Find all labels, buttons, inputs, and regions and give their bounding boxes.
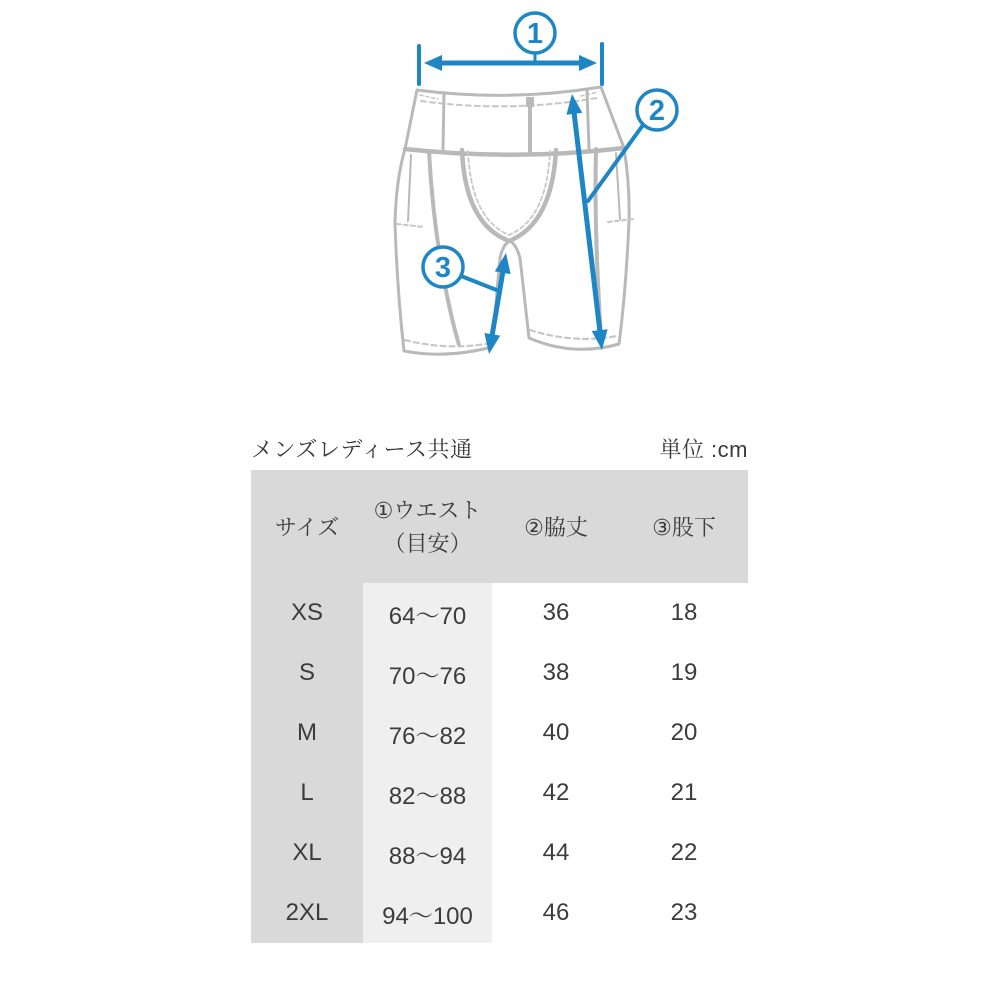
- header-inseam: ③股下: [620, 470, 748, 583]
- row-xs-size: XS: [251, 583, 363, 643]
- callout-number-2: 2: [648, 95, 666, 127]
- row-xs-waist: 64〜70: [363, 583, 492, 643]
- row-xl-size: XL: [251, 823, 363, 883]
- row-xs-inseam: 18: [670, 599, 698, 626]
- callout-number-1: 1: [526, 18, 544, 50]
- row-s-inseam: 19: [670, 659, 698, 686]
- row-l-side: 42: [542, 779, 570, 806]
- arrowhead-up-icon: [495, 253, 511, 274]
- row-s-waist: 70〜76: [363, 643, 492, 703]
- row-m-waist: 76〜82: [363, 703, 492, 763]
- row-m-inseam: 20: [670, 719, 698, 746]
- header-size: サイズ: [251, 470, 363, 583]
- row-xl-waist: 88〜94: [363, 823, 492, 883]
- arrowhead-down-icon: [484, 333, 500, 354]
- arrowhead-right-icon: [579, 55, 597, 71]
- row-l-size: L: [251, 763, 363, 823]
- audience-note: メンズレディース共通: [251, 437, 473, 462]
- callout-3-inseam: [423, 247, 511, 354]
- row-l-waist: 82〜88: [363, 763, 492, 823]
- header-side-length: ②脇丈: [492, 470, 620, 583]
- row-2xl-side: 46: [542, 899, 570, 926]
- size-table: [251, 470, 748, 943]
- header-waist-line1: ①ウエスト: [373, 497, 482, 523]
- header-waist-line2: （目安）: [383, 530, 472, 556]
- shorts-measurement-diagram: [383, 8, 695, 410]
- measurement-annotations: [419, 13, 677, 354]
- row-xl-side: 44: [542, 839, 570, 866]
- row-m-size: M: [251, 703, 363, 763]
- callout-1-waist-width: [419, 13, 602, 84]
- header-waist: [363, 470, 492, 583]
- unit-note: 単位 :cm: [659, 437, 748, 462]
- row-2xl-waist: 94〜100: [363, 883, 492, 943]
- table-caption-row: [251, 433, 748, 464]
- row-xl-inseam: 22: [670, 839, 698, 866]
- callout-number-3: 3: [434, 252, 452, 284]
- row-2xl-size: 2XL: [251, 883, 363, 943]
- row-m-side: 40: [542, 719, 570, 746]
- arrowhead-up-icon: [566, 94, 582, 115]
- row-s-size: S: [251, 643, 363, 703]
- row-2xl-inseam: 23: [670, 899, 698, 926]
- row-s-side: 38: [542, 659, 570, 686]
- arrowhead-left-icon: [424, 55, 442, 71]
- row-l-inseam: 21: [670, 779, 698, 806]
- row-xs-side: 36: [542, 599, 570, 626]
